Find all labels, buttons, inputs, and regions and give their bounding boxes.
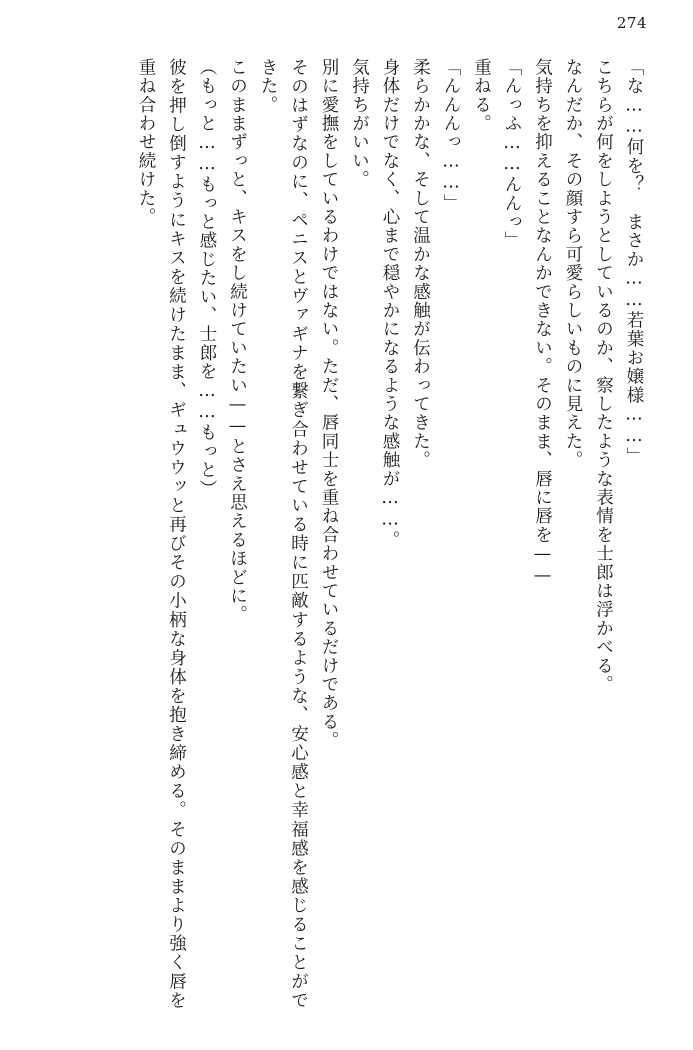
paragraph: 重ねる。 xyxy=(471,58,492,133)
paragraph: 気持ちを抑えることなんかできない。そのまま、唇に唇を—— xyxy=(532,58,553,587)
paragraph: そのはずなのに、ペニスとヴァギナを繋ぎ合わせている時に匹敵するような、安心感と幸福感を感じることができた。 xyxy=(258,58,309,1010)
page-text-body xyxy=(46,58,649,1010)
paragraph: （もっと……もっと感じたい、士郎を……もっと） xyxy=(197,58,217,499)
paragraph: 身体だけでなく、心まで穏やかになるような感触が……。 xyxy=(380,58,400,550)
paragraph: 気持ちがいい。 xyxy=(349,58,370,189)
paragraph: なんだか、その顔すら可愛らしいものに見えた。 xyxy=(563,58,583,470)
paragraph: 「な……何を？ まさか……若葉お嬢様……」 xyxy=(624,58,644,466)
paragraph: 「んっふ……んんっ」 xyxy=(502,58,522,250)
paragraph: 柔らかかな、そして温かな感触が伝わってきた。 xyxy=(410,58,431,470)
paragraph: このままずっと、キスをし続けていたい——とさえ思えるほどに。 xyxy=(227,58,248,624)
paragraph: 彼を押し倒すようにキスを続けたまま、ギュウウッと再びその小柄な身体を抱き締める。そのままより強く唇を重ね合わせ続けた。 xyxy=(136,58,187,1010)
paragraph: 別に愛撫をしているわけではない。ただ、唇同士を重ね合わせているだけである。 xyxy=(319,58,339,750)
paragraph: こちらが何をしようとしているのか、察したような表情を士郎は浮かべる。 xyxy=(593,58,614,694)
paragraph: 「んんんっ……」 xyxy=(441,58,461,213)
page-number: 274 xyxy=(616,14,647,32)
